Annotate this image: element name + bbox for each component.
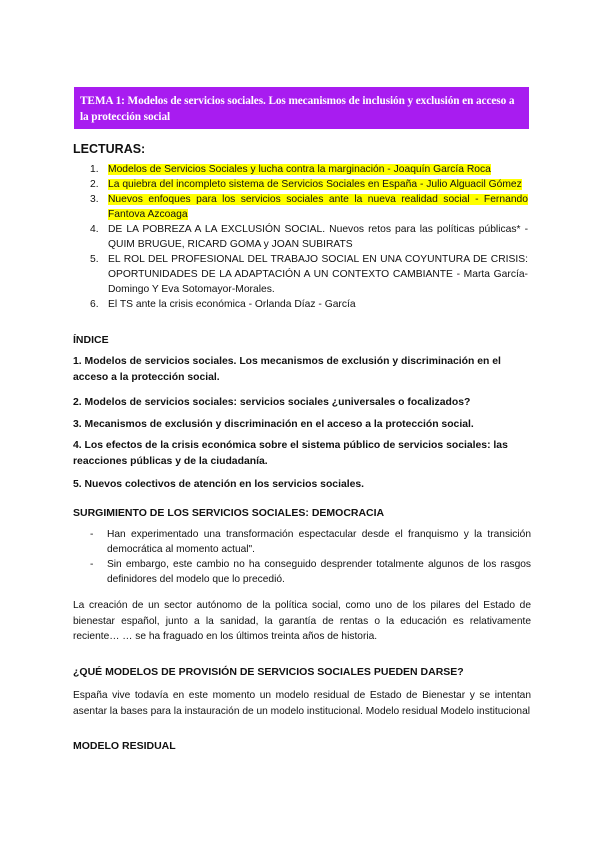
reading-number: 5. [90,254,99,265]
modelos-heading: ¿QUÉ MODELOS DE PROVISIÓN DE SERVICIOS SOCIALES PUEDEN DARSE? [73,666,464,678]
reading-number: 2. [90,179,99,190]
index-item: 3. Mecanismos de exclusión y discriminación en el acceso a la protección social. [73,419,474,430]
index-item: 4. Los efectos de la crisis económica sobre el sistema público de servicios sociales: las reacciones públicas y de la ciudadanía. [73,440,508,467]
bullet-text: Sin embargo, este cambio no ha conseguido desprender totalmente algunos de los rasgos definidores del modelo que lo precedió. [107,559,531,585]
bullet-item [73,527,531,557]
reading-item [73,177,528,192]
bullet-item [73,557,531,587]
reading-text: Nuevos enfoques para los servicios sociales ante la nueva realidad social - Fernando Fantova Azcoaga [108,194,528,220]
reading-item [73,252,528,297]
index-item: 5. Nuevos colectivos de atención en los servicios sociales. [73,479,365,490]
surgimiento-heading: SURGIMIENTO DE LOS SERVICIOS SOCIALES: DEMOCRACIA [73,507,385,519]
surgimiento-bullets [73,527,531,587]
reading-number: 3. [90,194,99,205]
title-banner [74,87,529,129]
reading-number: 1. [90,164,99,175]
reading-number: 4. [90,224,99,235]
reading-item [73,192,528,222]
modelo-residual-heading: MODELO RESIDUAL [73,740,176,752]
reading-text: La quiebra del incompleto sistema de Servicios Sociales en España - Julio Alguacil Gómez [108,179,522,190]
page-title: TEMA 1: Modelos de servicios sociales. Los mecanismos de inclusión y exclusión en acceso a la protección social [80,95,515,123]
indice-heading: ÍNDICE [73,334,109,346]
index-item: 2. Modelos de servicios sociales: servicios sociales ¿universales o focalizados? [73,397,471,408]
reading-text: EL ROL DEL PROFESIONAL DEL TRABAJO SOCIAL EN UNA COYUNTURA DE CRISIS: OPORTUNIDADES DE LA ADAPTACIÓN A UN CONTEXTO CAMBIANTE - Marta García-Domingo Y Eva Sotomayor-Morales. [108,254,528,295]
reading-item [73,222,528,252]
bullet-text: Han experimentado una transformación espectacular desde el franquismo y la transición democrática al momento actual". [107,529,531,555]
lecturas-heading: LECTURAS: [73,142,146,156]
index-item: 1. Modelos de servicios sociales. Los mecanismos de exclusión y discriminación en el acceso a la protección social. [73,356,501,383]
reading-item [73,297,528,312]
modelos-paragraph: España vive todavía en este momento un modelo residual de Estado de Bienestar y se intentan asentar la bases para la instauración de un modelo institucional. Modelo residual Modelo institucional [73,690,531,717]
reading-number: 6. [90,299,99,310]
dash-bullet: - [90,559,94,570]
surgimiento-paragraph: La creación de un sector autónomo de la política social, como uno de los pilares del Estado de bienestar español, junto a la sanidad, la garantía de rentas o la educación es relativamente reciente… … se ha fraguado en los últimos treinta años de historia. [73,600,531,642]
reading-text: Modelos de Servicios Sociales y lucha contra la marginación - Joaquín García Roca [108,164,491,175]
reading-text: DE LA POBREZA A LA EXCLUSIÓN SOCIAL. Nuevos retos para las políticas públicas* - QUIM BRUGUE, RICARD GOMA y JOAN SUBIRATS [108,224,528,250]
reading-text: El TS ante la crisis económica - Orlanda Díaz - García [108,299,356,310]
readings-list [73,162,528,312]
reading-item [73,162,528,177]
dash-bullet: - [90,529,94,540]
